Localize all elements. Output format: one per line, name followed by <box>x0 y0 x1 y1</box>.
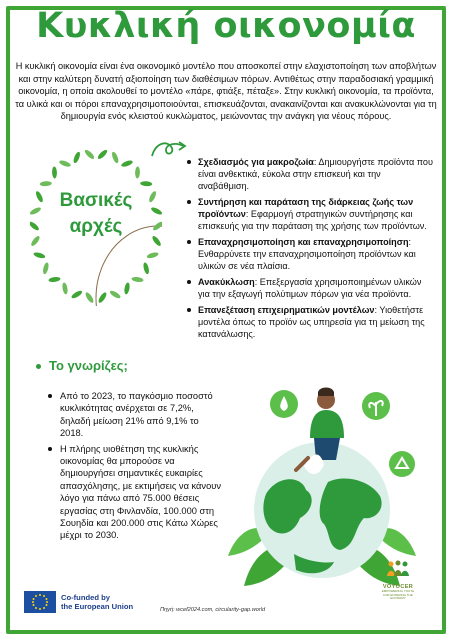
wreath-leaf <box>131 276 144 282</box>
principle-term: Ανακύκλωση <box>198 277 255 287</box>
eu-text <box>61 593 133 611</box>
eu-text-line1: Co-funded by <box>61 593 110 602</box>
principle-text: : Εφαρμογή στρατηγικών συντήρησης και επισκευής για την παράταση της χρήσης των προϊόντων. <box>198 209 427 231</box>
wreath-leaf <box>70 289 83 299</box>
principle-term: Σχεδιασμός για μακροζωία <box>198 157 314 167</box>
facts-list <box>46 390 222 545</box>
eu-text-line2: the European Union <box>61 602 134 611</box>
principle-item <box>184 236 434 272</box>
wreath-leaf <box>121 159 134 168</box>
wreath-leaf <box>48 276 61 282</box>
principles-heading-line1: Βασικές <box>59 190 133 211</box>
wreath-leaf <box>148 190 158 203</box>
wreath-leaf <box>97 291 108 304</box>
principles-list <box>184 156 434 344</box>
source-citation: Πηγή: wcef2024.com, circularity-gap.world <box>160 607 266 613</box>
wreath-leaf <box>62 282 69 295</box>
principle-item <box>184 276 434 300</box>
principle-item <box>184 156 434 192</box>
wreath-leaf <box>142 262 150 275</box>
voyocer-logo <box>374 560 422 601</box>
wreath-leaf <box>135 166 140 178</box>
wreath-leaf <box>52 166 57 178</box>
page-title: Κυκλική οικονομία <box>36 6 416 46</box>
wreath-leaf <box>111 151 120 164</box>
wreath-leaf <box>84 291 95 304</box>
principle-term: Επαναχρησιμοποίηση και επαναχρησιμοποίηση <box>198 237 409 247</box>
principle-term: Επανεξέταση επιχειρηματικών μοντέλων <box>198 305 375 315</box>
wreath-leaf <box>140 181 152 187</box>
fact-item: Η πλήρης υιοθέτηση της κυκλικής οικονομίας θα μπορούσε να δημιουργήσει σημαντικές ευκαιρίες απασχόλησης, με εκτιμήσεις να κάνουν λόγο για πάνω από 75.000 θέσεις εργασίας στη Φινλανδία, 100.000 στη Σουηδία και 200.000 στις Κάτω Χώρες μέχρι το 2030. <box>46 443 222 542</box>
principle-text: : Υιοθετήστε μοντέλα όπως το προϊόν ως υπηρεσία για τη μείωση της κατανάλωσης. <box>198 305 425 339</box>
voyocer-tagline-line3: ECONOMY <box>390 596 406 601</box>
wreath-leaf <box>146 251 159 259</box>
principle-term: Συντήρηση και παράταση της διάρκειας ζωής των προϊόντων <box>198 197 414 219</box>
wreath-leaf <box>30 235 41 247</box>
voyocer-people-icon <box>385 560 411 578</box>
curved-arrow-icon <box>150 138 188 160</box>
principle-text: : Ενθαρρύνετε την επαναχρησιμοποίηση προϊόντων και υλικών σε νέα πλαίσια. <box>198 237 416 271</box>
recycle-icon <box>389 451 415 477</box>
voyocer-name: VOYOCER <box>382 584 414 590</box>
principle-item <box>184 196 434 232</box>
wreath-leaf <box>30 206 42 216</box>
voyocer-tagline-line1: EMPOWERING YOUTH <box>381 589 415 593</box>
wreath-leaf <box>35 190 45 203</box>
bullet-dot-icon <box>36 364 41 369</box>
wreath-leaf <box>109 289 122 299</box>
principles-heading <box>48 188 144 240</box>
wreath-leaf <box>124 282 131 295</box>
principle-text: : Δημιουργήστε προϊόντα που είναι ανθεκτικά, εύκολα στην επισκευή και την αναβάθμιση. <box>198 157 433 191</box>
wreath-leaf <box>150 206 162 216</box>
wreath-leaf <box>84 149 96 161</box>
eu-flag-icon <box>24 591 56 613</box>
wreath-leaf <box>33 251 46 259</box>
intro-paragraph: Η κυκλική οικονομία είναι ένα οικονομικό μοντέλο που αποσκοπεί στην ελαχιστοποίηση των αποβλήτων και στην καλύτερη δυνατή αξιοποίηση των διαθέσιμων πόρων. Αντιθέτως στην παραδοσιακή γραμμική οικονομία, η οποία ακολουθεί το μοντέλο «πάρε, φτιάξε, πέταξε». Στην κυκλική οικονομία, τα προϊόντα, τα υλικά και οι πόροι επαναχρησιμοποιούνται, επισκευάζονται, ανακαινίζονται και ανακυκλώνονται για τη δημιουργία ενός κλειστού κυκλώματος, μειώνοντας την ανάγκη για νέους πόρους. <box>15 61 437 122</box>
eu-cofunded-logo <box>24 591 133 613</box>
voyocer-tagline-line2: FOR ENTERING THE <box>383 592 413 597</box>
principle-text: : Επεξεργασία χρησιμοποιημένων υλικών για την εξαγωγή πολύτιμων πόρων για νέα προϊόντα. <box>198 277 422 299</box>
fact-item: Από το 2023, το παγκόσμιο ποσοστό κυκλικότητας ανέρχεται σε 7,2%, δηλαδή μείωση 21% από 9,1% το 2018. <box>46 390 222 440</box>
did-you-know-heading <box>36 358 128 373</box>
principle-item <box>184 304 434 340</box>
wreath-leaf <box>42 262 50 275</box>
wreath-leaf <box>30 220 40 231</box>
wreath-leaf <box>151 235 162 247</box>
did-you-know-label: Το γνωρίζες; <box>49 358 128 373</box>
wreath-leaf <box>40 181 52 187</box>
wreath-leaf <box>59 159 72 168</box>
wreath-leaf <box>97 149 109 161</box>
wreath-leaf <box>72 151 81 164</box>
principles-heading-line2: αρχές <box>69 216 123 237</box>
